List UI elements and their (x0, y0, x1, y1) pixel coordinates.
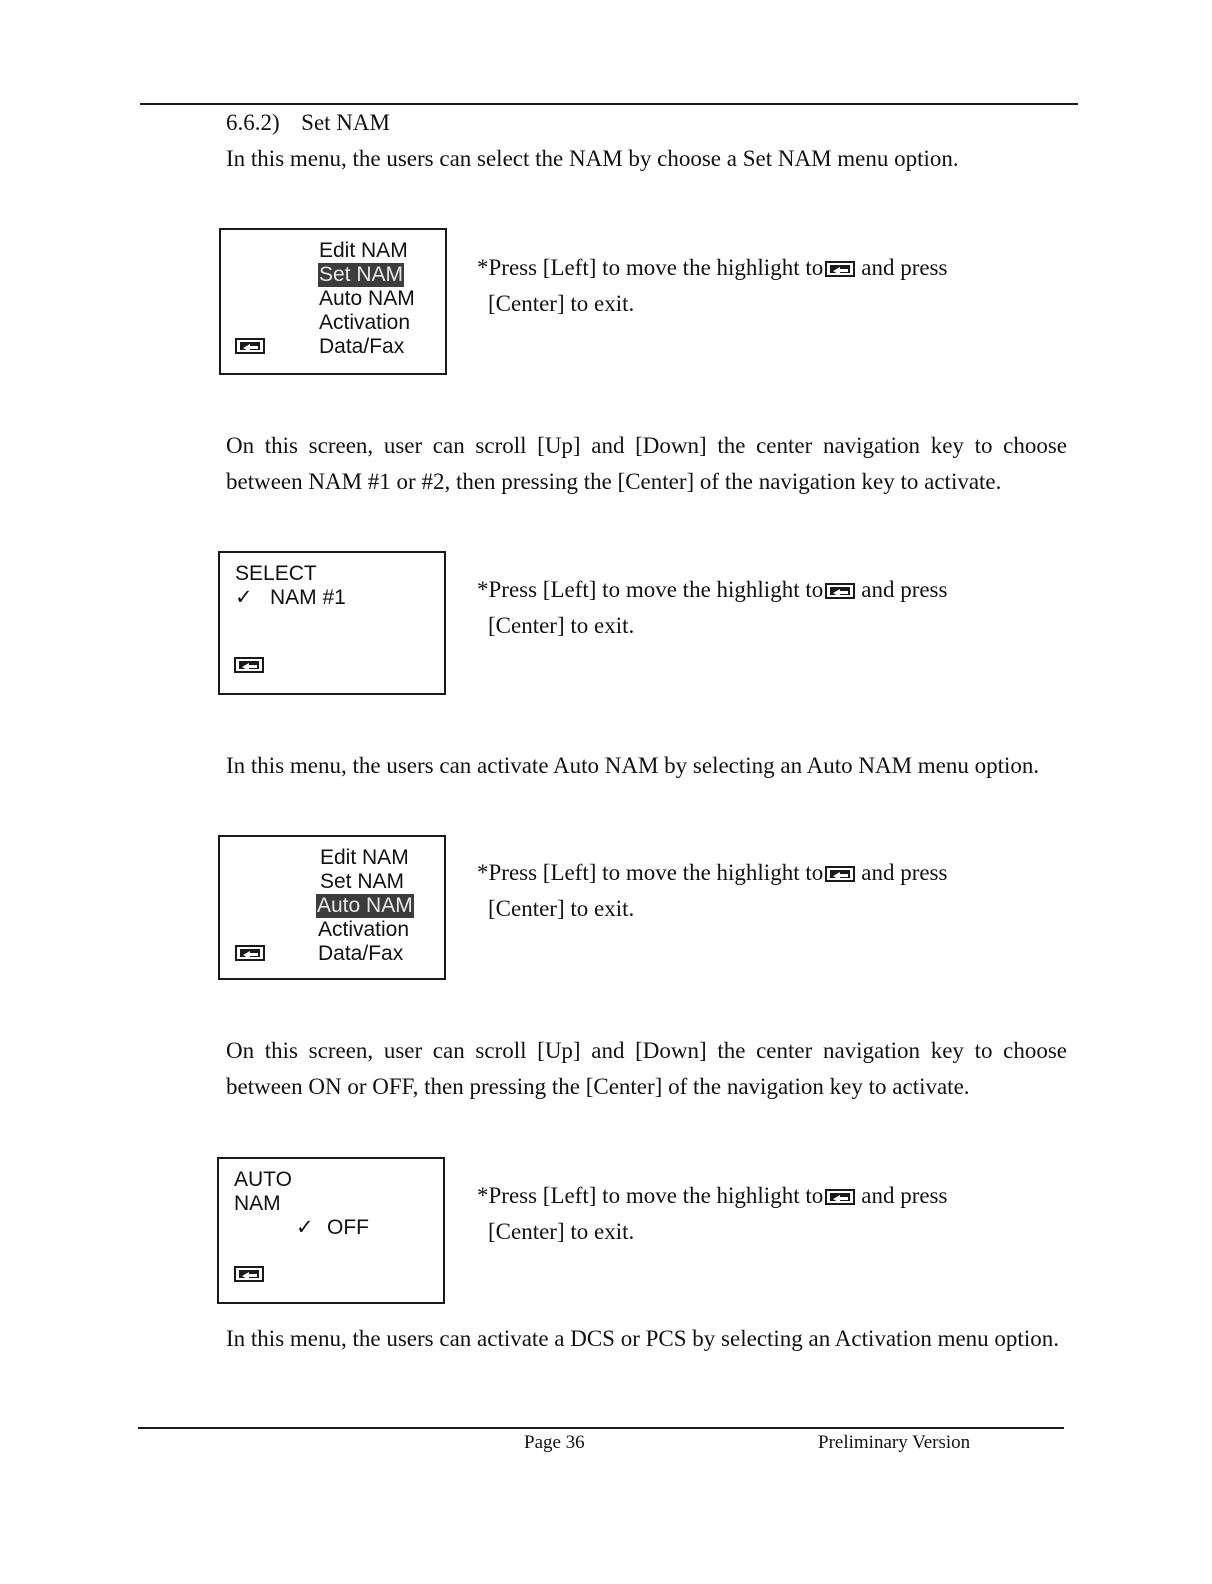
check-mark: ✓ (235, 586, 253, 609)
section-heading (226, 105, 390, 140)
screen-title-auto: AUTO (234, 1168, 292, 1191)
instruction-2: *Press [Left] to move the highlight to and press [Center] to exit. (477, 577, 948, 638)
screen-menu-auto-nam (218, 835, 446, 980)
back-arrow-icon (825, 583, 855, 599)
back-arrow-icon (235, 338, 265, 354)
menu-item-activation: Activation (318, 918, 410, 941)
screen-select-nam (218, 551, 446, 695)
check-mark: ✓ (296, 1216, 314, 1239)
menu-item-edit-nam: Edit NAM (320, 846, 409, 869)
back-arrow-icon (825, 1189, 855, 1205)
instruction-4: *Press [Left] to move the highlight to and press [Center] to exit. (477, 1183, 948, 1244)
instruction-3: *Press [Left] to move the highlight to and press [Center] to exit. (477, 860, 948, 921)
paragraph-activation-intro: In this menu, the users can activate a DCS or PCS by selecting an Activation menu option. (226, 1326, 1059, 1351)
instruction-1: *Press [Left] to move the highlight to and press [Center] to exit. (477, 255, 948, 316)
screen-title-nam: NAM (234, 1192, 281, 1215)
back-arrow-icon (234, 1266, 264, 1282)
version-label: Preliminary Version (818, 1432, 971, 1453)
paragraph-scroll-nam: On this screen, user can scroll [Up] and [Down] the center navigation key to choose between NAM #1 or #2, then pressing the [Center] of the navigation key to activate. (226, 433, 1067, 494)
back-arrow-icon (825, 261, 855, 277)
section-number: 6.6.2) (226, 110, 280, 135)
screen-auto-nam (217, 1157, 445, 1304)
back-arrow-icon (235, 945, 265, 961)
screen-menu-set-nam (219, 228, 447, 375)
back-arrow-icon (825, 866, 855, 882)
menu-item-activation: Activation (319, 311, 411, 334)
menu-item-set-nam: Set NAM (320, 870, 405, 893)
menu-item-data-fax: Data/Fax (318, 942, 404, 965)
menu-item-data-fax: Data/Fax (319, 335, 405, 358)
paragraph-scroll-on-off: On this screen, user can scroll [Up] and [Down] the center navigation key to choose between ON or OFF, then pressing the [Center] of the navigation key to activate. (226, 1038, 1067, 1099)
option-nam-1: NAM #1 (270, 586, 346, 609)
page-number: Page 36 (524, 1432, 585, 1453)
menu-item-set-nam-highlighted: Set NAM (319, 263, 404, 286)
menu-item-auto-nam: Auto NAM (319, 287, 415, 310)
section-title: Set NAM (301, 110, 390, 135)
paragraph-auto-nam-intro: In this menu, the users can activate Auto NAM by selecting an Auto NAM menu option. (226, 753, 1040, 778)
menu-item-auto-nam-highlighted: Auto NAM (317, 894, 413, 917)
section-intro: In this menu, the users can select the NAM by choose a Set NAM menu option. (226, 146, 959, 171)
option-off: OFF (327, 1216, 369, 1239)
menu-item-edit-nam: Edit NAM (319, 239, 408, 262)
footer-rule (138, 1427, 1064, 1429)
back-arrow-icon (234, 657, 264, 673)
screen-title-select: SELECT (235, 562, 317, 585)
